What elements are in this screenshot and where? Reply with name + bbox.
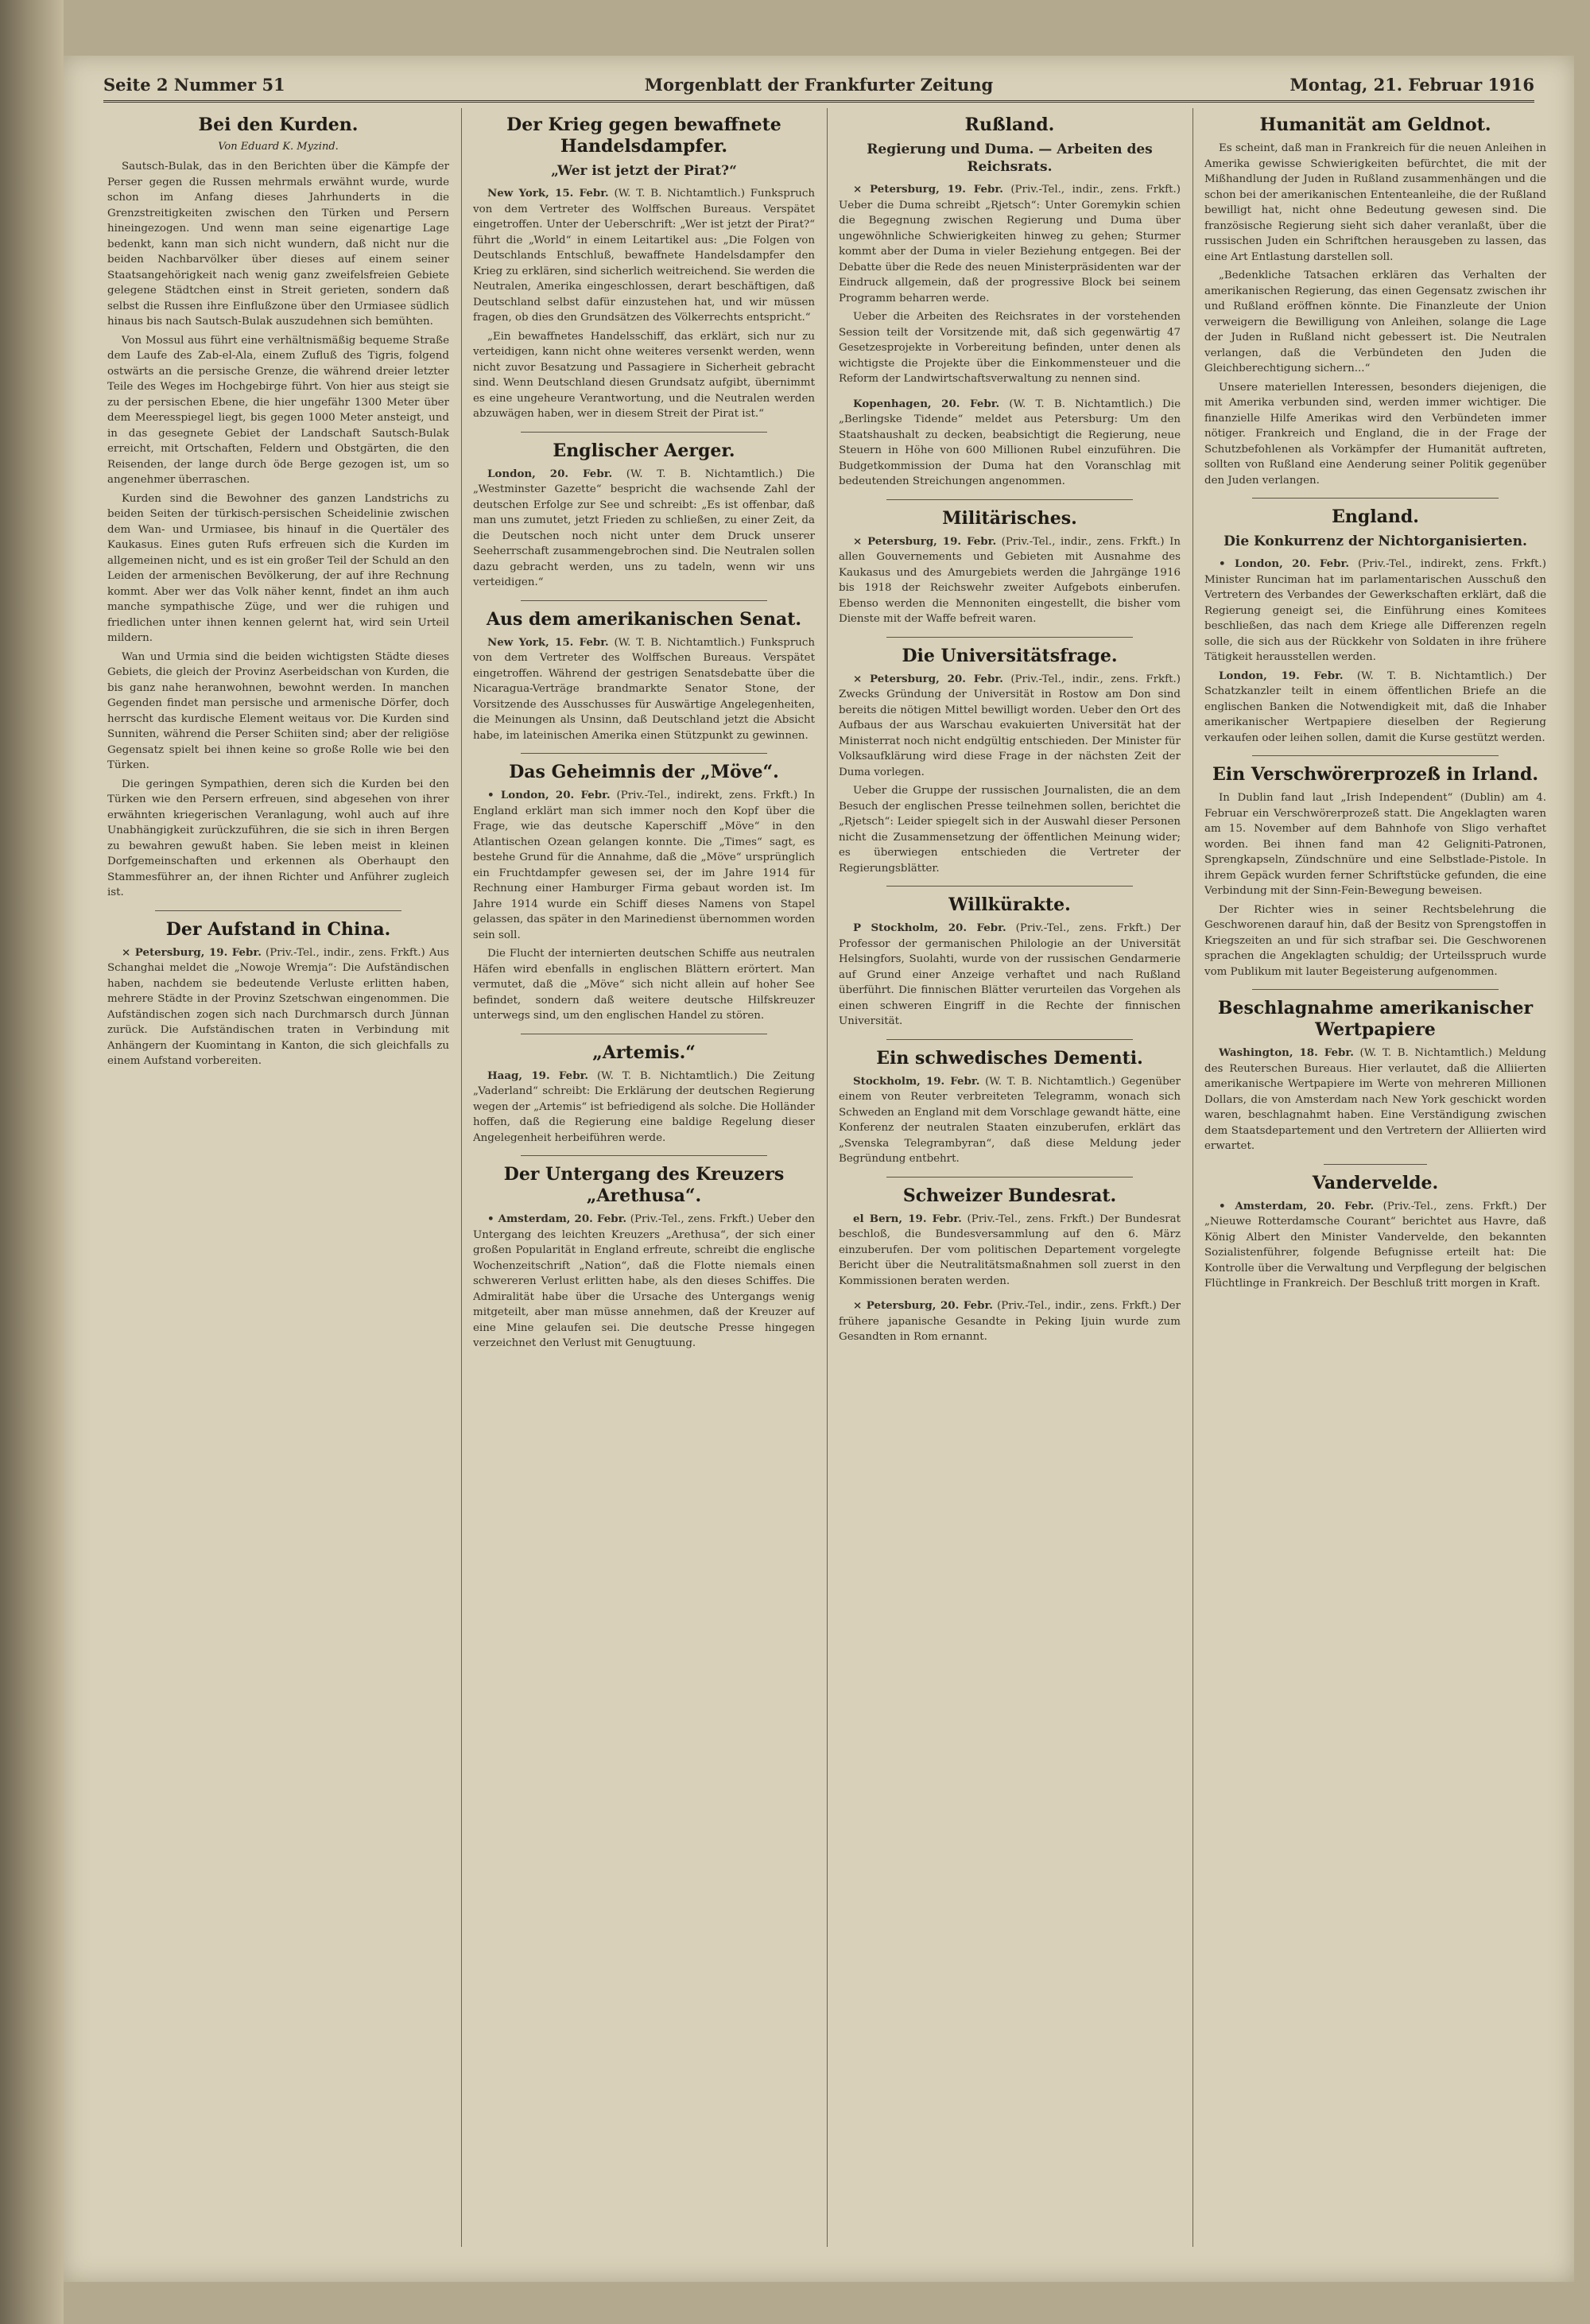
paragraph-text: (W. T. B. Nichtamtlich.) Funkspruch von dem Vertreter des Wolffschen Bureaus. Verspätet eingetroffen. Unter der Ueberschrift: „Wer ist jetzt der Pirat?“ führt die „World“ in einem Leitartikel aus: „Die Folgen von Deutschlands Entschluß, bewaffnete Handelsdampfer den Krieg zu erklären, sind sicherlich weitreichend. Sie werden die Neutralen, Amerika eingeschlossen, derart beschäftigen, daß Deutschland selbst dafür einzustehen hat, und wir müssen fragen, ob dies den Grundsätzen des Völkerrechts entspricht.“ — [473, 188, 815, 324]
article-kopenhagen — [839, 397, 1181, 490]
paragraph-text: (Priv.-Tel., indirekt, zens. Frkft.) Minister Runciman hat im parlamentarischen Ausschuß den Vertretern des Verbandes der Gewerkschaften erklärt, daß die Regierung geneigt sei, die Einführung eines Komitees beschließen, das nach dem Kriege alle Differenzen regeln solle, die sich aus der Rückkehr von Soldaten in ihre frühere Tätigkeit herausstellen werden. — [1204, 558, 1546, 663]
article-china — [107, 919, 449, 1069]
paragraph-text: (W. T. B. Nichtamtlich.) Die „Berlingske Tidende“ meldet aus Petersburg: Um den Staatshaushalt zu decken, beabsichtigt die Regierung, neue Steuern in Höhe von 600 Millionen Rubel einzuführen. Die Budgetkommission der Duma hat den Voranschlag mit bedeutenden Streichungen angenommen. — [839, 398, 1181, 487]
paragraph — [473, 635, 815, 744]
paragraph: Der Richter wies in seiner Rechtsbelehrung die Geschworenen darauf hin, daß der Besitz von Sprengstoffen in Kriegszeiten an und für sich strafbar sei. Die Geschworenen sprachen die Angeklagten schuldig; der Urteilsspruch wurde vom Publikum mit lauter Begeisterung aufgenommen. — [1204, 903, 1546, 978]
article-divider — [155, 910, 401, 911]
headline: Rußland. — [964, 114, 1055, 135]
paragraph-text: (W. T. B. Nichtamtlich.) Gegenüber einem von Reuter verbreiteten Telegramm, wonach sich Schweden an England mit dem Vorschlage gewandt hätte, eine Konferenz der neutralen Staaten einzuberufen, erklärt das „Svenska Telegrambyran“, daß diese Meldung jeder Begründung entbehrt. — [839, 1075, 1181, 1165]
article-divider — [886, 1177, 1133, 1178]
article-divider — [1252, 498, 1499, 499]
book-binding-edge — [0, 0, 64, 2324]
dateline: × Petersburg, 20. Febr. — [853, 1299, 993, 1312]
page-number: Seite 2 Nummer 51 — [103, 75, 285, 95]
paragraph: Es scheint, daß man in Frankreich für die neuen Anleihen in Amerika gewisse Schwierigkeiten befürchtet, die mit der Mißhandlung der Juden in Rußland zusammenhängen und die schon bei der amerikanischen Ententeanleihe, die der Rußland bewilligt hat, nicht ohne Bedeutung gewesen sind. Die französische Regierung sieht sich daher veranlaßt, über die russischen Juden ein Schriftchen herausgeben zu lassen, das eine Art Entlastung darstellen soll. — [1204, 142, 1546, 263]
newspaper-page — [64, 56, 1574, 2282]
article-irland — [1204, 764, 1546, 980]
paragraph-text: (Priv.-Tel., indir., zens. Frkft.) Zwecks Gründung der Universität in Rostow am Don sind bereits die nötigen Mittel bewilligt worden. Ueber den Ort des Aufbaus der aus Warschau evakuierten Universität hat der Ministerrat noch nicht endgültig entschieden. Der Minister für Volksaufklärung wird diese Frage in der nächsten Zeit der Duma vorlegen. — [839, 673, 1181, 778]
article-handelsdampfer — [473, 114, 815, 422]
dateline: New York, 15. Febr. — [487, 635, 609, 649]
headline: Der Untergang des Kreuzers „Arethusa“. — [503, 1164, 785, 1206]
paragraph-text: (Priv.-Tel., zens. Frkft.) Der Bundesrat beschloß, die Bundesversammlung auf den 6. März einzuberufen. Der vom politischen Departement vorgelegte Bericht über die Neutralitätsmaßnahmen soll zuerst in den Kommissionen beraten werden. — [839, 1212, 1181, 1287]
column-rule — [827, 108, 828, 2247]
headline: Beschlagnahme amerikanischer Wertpapiere — [1217, 998, 1534, 1040]
headline: Willkürakte. — [948, 894, 1071, 915]
paragraph: „Bedenkliche Tatsachen erklären das Verhalten der amerikanischen Regierung, das einen Gegensatz zwischen ihr und Rußland eröffnen könnte. Die Finanzleute der Union verweigern die Bewilligung von Anleihen, solange die Lage der Juden in Rußland nicht gebessert ist. Die Neutralen verlangen, daß die Verbündeten den Juden die Gleichberechtigung sichern...“ — [1204, 270, 1546, 374]
paragraph: Ueber die Gruppe der russischen Journalisten, die an dem Besuch der englischen Presse teilnehmen sollen, berichtet die „Rjetsch“: Leider spiegelt sich in der Auswahl dieser Personen nicht die Zusammensetzung der öffentlichen Meinung wider; es überwiegen entschieden die Vertreter der Regierungsblätter. — [839, 785, 1181, 875]
paragraph — [839, 1212, 1181, 1290]
paragraph-text: (W. T. B. Nichtamtlich.) Funkspruch von dem Vertreter des Wolffschen Bureaus. Verspätet eingetroffen. Während der gestrigen Senatsdebatte über die Nicaragua-Verträge brandmarkte Senator Stone, der Vorsitzende des Ausschusses für Auswärtige Angelegenheiten, die Meinungen als Unsinn, daß Deutschland jetzt die Absicht habe, im lateinischen Amerika einen Stützpunkt zu gewinnen. — [473, 636, 815, 742]
article-divider — [1324, 1164, 1427, 1165]
headline: Militärisches. — [942, 507, 1077, 529]
paragraph: Wan und Urmia sind die beiden wichtigsten Städte dieses Gebiets, die gleich der Provinz Aserbeidschan von Kurden, die bis ganz nahe heranwohnen, bewohnt werden. In manchen Gegenden findet man persische und armenische Dörfer, doch herrscht das kurdische Element weitaus vor. Die Kurden sind Sunniten, während die Perser Schiiten sind; aber der religiöse Gegensatz spielt bei ihnen keine so große Rolle wie bei den Türken. — [107, 650, 449, 771]
headline: Humanität am Geldnot. — [1259, 114, 1491, 135]
dateline: × Petersburg, 19. Febr. — [853, 534, 997, 548]
article-russland — [839, 114, 1181, 387]
headline: Englischer Aerger. — [553, 440, 735, 461]
paragraph-text: (Priv.-Tel., indir., zens. Frkft.) Der frühere japanische Gesandte in Peking Ijuin wurde zum Gesandten in Rom ernannt. — [839, 1300, 1181, 1343]
paragraph — [839, 1298, 1181, 1345]
dateline: P Stockholm, 20. Febr. — [853, 921, 1006, 934]
headline: Der Krieg gegen bewaffnete Handelsdampfer. — [506, 114, 781, 157]
article-universitaet — [839, 646, 1181, 877]
article-divider — [521, 600, 767, 601]
paragraph: Die Flucht der internierten deutschen Schiffe aus neutralen Häfen wird ebenfalls in englischen Blättern erörtert. Man vermutet, daß die „Möve“ sich nicht allein auf hoher See befindet, sondern daß weitere deutsche Hilfskreuzer unterwegs sind, um den englischen Handel zu stören. — [473, 948, 815, 1022]
article-moewe — [473, 762, 815, 1024]
column-rule — [461, 108, 462, 2247]
paragraph-text: (Priv.-Tel., zens. Frkft.) Der „Nieuwe Rotterdamsche Courant“ berichtet aus Havre, daß König Albert den Minister Vandervelde, den bekannten Sozialistenführer, folgende Befugnisse erteilt hat: Die Kontrolle über die Verwaltung und Verpflegung der belgischen Flüchtlinge in Frankreich. Der Beschluß tritt morgen in Kraft. — [1204, 1200, 1546, 1290]
headline: Die Universitätsfrage. — [902, 645, 1118, 666]
paragraph: „Ein bewaffnetes Handelsschiff, das erklärt, sich nur zu verteidigen, kann nicht ohne weiteres versenkt werden, wenn nicht zuvor Besatzung und Passagiere in Sicherheit gebracht sind. Wenn Deutschland diesen Grundsatz aufgibt, übernimmt es eine ungeheure Verantwortung, und die Neutralen werden abzuwägen haben, wer in diesem Streit der Pirat ist.“ — [473, 330, 815, 420]
article-divider — [1252, 755, 1499, 756]
article-divider — [886, 886, 1133, 887]
paragraph — [839, 534, 1181, 627]
column-2 — [473, 108, 815, 2255]
paragraph — [839, 182, 1181, 306]
paragraph — [1204, 557, 1546, 665]
column-3 — [839, 108, 1181, 2255]
dateline: Washington, 18. Febr. — [1219, 1046, 1354, 1059]
paragraph-text: (Priv.-Tel., indir., zens. Frkft.) Ueber die Duma schreibt „Rjetsch“: Unter Goremykin schien die Begegnung zwischen Regierung und Duma über ungewöhnliche Schwierigkeiten hinweg zu gehen; Sturmer kommt aber der Duma in vieler Beziehung entgegen. Bei der Debatte über die Rede des neuen Ministerpräsidenten war der Eindruck allgemein, daß der progressive Block bei seinem Programm beharren werde. — [839, 184, 1181, 305]
issue-date: Montag, 21. Februar 1916 — [1289, 75, 1534, 95]
article-divider — [886, 499, 1133, 500]
dateline: • Amsterdam, 20. Febr. — [1219, 1199, 1375, 1212]
dateline: × Petersburg, 19. Febr. — [853, 183, 1003, 196]
paragraph — [1204, 1199, 1546, 1292]
newspaper-title: Morgenblatt der Frankfurter Zeitung — [644, 75, 994, 95]
headline: Schweizer Bundesrat. — [902, 1185, 1117, 1206]
dateline: × Petersburg, 20. Febr. — [853, 672, 1003, 685]
dateline: London, 20. Febr. — [487, 467, 613, 480]
paragraph-text: (Priv.-Tel., indir., zens. Frkft.) In allen Gouvernements und Gebieten mit Ausnahme des Kaukasus und des Amurgebiets werden die Jahrgänge 1916 bis 1918 der Reichswehr zweiter Aufgebots einberufen. Ebenso werden die Mennoniten eingestellt, die bisher vom Dienste mit der Waffe befreit waren. — [839, 535, 1181, 625]
dateline: New York, 15. Febr. — [487, 187, 609, 200]
paragraph — [473, 186, 815, 326]
article-aerger — [473, 440, 815, 591]
paragraph-text: (W. T. B. Nichtamtlich.) Meldung des Reuterschen Bureaus. Hier verlautet, daß die Alliierten amerikanische Wertpapiere im Werte von mehreren Millionen Dollars, die von Amsterdam nach New York geschickt worden waren, beschlagnahmt haben. Eine Verständigung zwischen dem Staatsdepartement und den Vertretern der Alliierten wird erwartet. — [1204, 1047, 1546, 1152]
paragraph: Sautsch-Bulak, das in den Berichten über die Kämpfe der Perser gegen die Russen mehrmals erwähnt wurde, wurde schon im Anfang dieses Jahrhunderts in die Grenzstreitigkeiten zwischen den Türken und Persern hineingezogen. Und wenn man seine eigenartige Lage bedenkt, kann man sich nicht wundern, daß nicht nur die beiden Nachbarvölker über dieses auf einem seiner Staatsangehörigkeit nach wenig ganz zweifelsfreien Gebiete gelegene Städtchen einst in Streit gerieten, sondern daß selbst die Russen ihre Einflußzone über den Urmiasee südlich hinaus bis nach Sautsch-Bulak auszudehnen sich bemühten. — [107, 161, 449, 328]
dateline: • Amsterdam, 20. Febr. — [487, 1212, 627, 1225]
dateline: Stockholm, 19. Febr. — [853, 1074, 980, 1088]
paragraph-text: (W. T. B. Nichtamtlich.) Die Zeitung „Vaderland“ schreibt: Die Erklärung der deutschen Regierung wegen der „Artemis“ ist befriedigend als solche. Die Holländer hoffen, daß die Regierung eine baldige Regelung dieser Angelegenheit herbeiführen werde. — [473, 1069, 815, 1144]
paragraph-text: (Priv.-Tel., indirekt, zens. Frkft.) In England erklärt man sich immer noch den Kopf über die Frage, wie das deutsche Kaperschiff „Möve“ in den Atlantischen Ozean gelangen konnte. Die „Times“ sagt, es bestehe Grund für die Annahme, daß die „Möve“ ursprünglich ein Fruchtdampfer gewesen sei, der im Jahre 1914 für Rechnung einer Hamburger Firma gebaut worden ist. Im Jahre 1914 wurde ein Schiff dieses Namens von Stapel gelassen, das später in den Marinedienst übernommen worden sein soll. — [473, 790, 815, 941]
paragraph — [473, 467, 815, 591]
paragraph-text: (Priv.-Tel., zens. Frkft.) Ueber den Untergang des leichten Kreuzers „Arethusa“, der sich einer großen Popularität in England erfreute, schreibt die englische Wochenzeitschrift „Nation“, daß die Flotte niemals einen schwereren Verlust erlitten habe, als den dieses Schiffes. Die Admiralität habe über die Ursache des Untergangs wenig mitgeteilt, aber man müsse annehmen, daß der Kreuzer auf eine Mine gelaufen sei. Die deutsche Presse hingegen verzeichnet den Verlust mit Genugtuung. — [473, 1213, 815, 1349]
article-england — [1204, 506, 1546, 746]
article-senat — [473, 609, 815, 744]
paragraph: Unsere materiellen Interessen, besonders diejenigen, die mit Amerika verbunden sind, werden immer wichtiger. Die finanzielle Hilfe Amerikas wird den Verbündeten immer nötiger. Frankreich und England, die in der Frage der Schutzbefohlenen als Vorkämpfer der Humanität auftreten, sollten von Rußland eine Aenderung seiner Politik gegenüber den Juden verlangen. — [1204, 381, 1546, 487]
dateline: × Petersburg, 19. Febr. — [122, 945, 262, 959]
article-militaerisches — [839, 508, 1181, 627]
article-willkuer — [839, 894, 1181, 1030]
subheadline: Die Konkurrenz der Nichtorganisierten. — [1224, 533, 1527, 549]
headline: England. — [1332, 506, 1419, 527]
subheadline: Regierung und Duma. — Arbeiten des Reichsrats. — [867, 142, 1153, 175]
paragraph — [473, 788, 815, 943]
dateline: Kopenhagen, 20. Febr. — [853, 397, 1000, 410]
headline: Ein schwedisches Dementi. — [876, 1047, 1143, 1069]
paragraph — [1204, 669, 1546, 747]
article-divider — [886, 637, 1133, 638]
paragraph — [839, 921, 1181, 1030]
article-dementi — [839, 1048, 1181, 1167]
column-rule — [1192, 108, 1193, 2247]
article-arethusa — [473, 1164, 815, 1352]
headline: „Artemis.“ — [592, 1042, 696, 1063]
headline: Ein Verschwörerprozeß in Irland. — [1212, 764, 1539, 785]
headline: Aus dem amerikanischen Senat. — [486, 608, 802, 630]
dateline: el Bern, 19. Febr. — [853, 1212, 962, 1225]
dateline: Haag, 19. Febr. — [487, 1069, 589, 1082]
paragraph: Die geringen Sympathien, deren sich die Kurden bei den Türken wie den Persern erfreuen, sind abgesehen von ihrer erwähnten kriegerischen Veranlagung, wohl auch auf ihre Unabhängigkeit zurückzuführen, die sie sich in ihren Bergen zu bewahren gewußt haben. Sie leben meist in kleinen Dorfgemeinschaften und erkennen als Oberhaupt den Stammesführer an, der ihnen Richter und Anführer zugleich ist. — [107, 778, 449, 898]
article-artemis — [473, 1042, 815, 1146]
article-bundesrat — [839, 1185, 1181, 1290]
dateline: • London, 20. Febr. — [487, 789, 611, 801]
article-divider — [521, 753, 767, 754]
paragraph: Von Mossul aus führt eine verhältnismäßig bequeme Straße dem Laufe des Zab-el-Ala, einem Zufluß des Tigris, folgend ostwärts an die persische Grenze, die während dreier letzter Teile des Weges im Hochgebirge führt. Von hier aus steigt sie zu der persischen Ebene, die hier ungefähr 1300 Meter über dem Meeresspiegel liegt, bis gegen 1000 Meter ansteigt, und in das gesegnete Gebiet der Landschaft Sautsch-Bulak erreicht, mit Ortschaften, Feldern und Obstgärten, die den Reisenden, der lange durch öde Berge gezogen ist, um so angenehmer überraschen. — [107, 334, 449, 486]
paragraph — [839, 672, 1181, 781]
article-divider — [521, 432, 767, 433]
article-divider — [521, 1155, 767, 1156]
paragraph: Kurden sind die Bewohner des ganzen Landstrichs zu beiden Seiten der türkisch-persischen Scheidelinie zwischen dem Wan- und Urmiasee, bis hinauf in die Quertäler des Kaukasus. Eines guten Rufs erfreuen sich die Kurden im allgemeinen nicht, und es ist ein großer Teil der Schuld an den Leiden der armenischen Bevölkerung, der auf ihre Rechnung kommt. Aber wer das Volk näher kennt, findet an ihm auch manche sympathische Züge, und wer die ruhigen und friedlichen unter ihnen kennen gelernt hat, wird sein Urteil mildern. — [107, 492, 449, 644]
article-divider — [886, 1039, 1133, 1040]
byline: Von Eduard K. Myzind. — [218, 141, 339, 153]
paragraph — [473, 1212, 815, 1352]
column-4 — [1204, 108, 1546, 2255]
headline: Bei den Kurden. — [198, 114, 359, 135]
paragraph: Ueber die Arbeiten des Reichsrates in der vorstehenden Session teilt der Vorsitzende mit, daß sich gegenwärtig 47 Gesetzesprojekte in Vorbereitung befinden, unter denen als wichtigste die Projekte über die Einkommensteuer und die Reform der Landwirtschaftsverwaltung zu nennen sind. — [839, 311, 1181, 385]
headline: Das Geheimnis der „Möve“. — [509, 762, 779, 782]
column-1 — [107, 108, 449, 2255]
paragraph — [839, 397, 1181, 490]
paragraph: In Dublin fand laut „Irish Independent“ (Dublin) am 4. Februar ein Verschwörerprozeß statt. Die Angeklagten waren am 15. November auf dem Bahnhofe von Sligo verhaftet worden. Bei ihnen fand man 42 Geligniti-Patronen, Sprengkapseln, Zündschnüre und eine Selbstlade-Pistole. In ihrem Gepäck wurden ferner Schriftstücke gefunden, die eine Verbindung mit der Sinn-Fein-Bewegung beweisen. — [1204, 792, 1546, 897]
dateline: • London, 20. Febr. — [1219, 557, 1349, 570]
article-kurden — [107, 114, 449, 901]
headline: Vandervelde. — [1312, 1172, 1439, 1193]
paragraph — [1204, 1046, 1546, 1154]
paragraph-text: (W. T. B. Nichtamtlich.) Die „Westminster Gazette“ bespricht die wachsende Zahl der deutschen Erfolge zur See und schreibt: „Es ist offenbar, daß man uns zumutet, jetzt Frieden zu schließen, zu einer Zeit, da die Deutschen noch nicht unter dem Druck unserer Seeherrschaft zusammengebrochen sind. Die Neutralen sollen dazu gebracht werden, uns zu tadeln, wenn wir uns verteidigen.“ — [473, 468, 815, 588]
article-vandervelde — [1204, 1173, 1546, 1292]
masthead — [103, 73, 1534, 103]
dateline: London, 19. Febr. — [1219, 669, 1344, 682]
subheadline: „Wer ist jetzt der Pirat?“ — [551, 163, 737, 179]
paragraph-text: (W. T. B. Nichtamtlich.) Der Schatzkanzler teilt in einem öffentlichen Briefe an die englischen Banken die Notwendigkeit mit, daß die Inhaber amerikanischer Wertpapiere dieselben der Regierung verkaufen oder leihen sollen, damit die Kurse gestützt werden. — [1204, 669, 1546, 744]
article-ijuin — [839, 1298, 1181, 1345]
headline: Der Aufstand in China. — [165, 918, 391, 940]
paragraph — [839, 1074, 1181, 1167]
article-humanitaet — [1204, 114, 1546, 488]
article-wertpapiere — [1204, 998, 1546, 1154]
paragraph — [473, 1069, 815, 1146]
paragraph-text: (Priv.-Tel., indir., zens. Frkft.) Aus Schanghai meldet die „Nowoje Wremja“: Die Aufständischen haben, nachdem sie bedeutende Verluste erlitten haben, mehrere Städte in der Provinz Szetschwan eingenommen. Die Aufständischen zogen sich nach Durchmarsch durch Jünnan zurück. Die Aufständischen traten in Verbindung mit Anhängern der Kuomintang in Kanton, die sich gleichfalls zu einem Aufstand vorbereiten. — [107, 946, 449, 1067]
paragraph-text: (Priv.-Tel., zens. Frkft.) Der Professor der germanischen Philologie an der Universität Helsingfors, Suolahti, wurde von der russischen Gendarmerie auf Grund einer Anzeige verhaftet und nach Rußland überführt. Die finnischen Blätter verurteilen das Vorgehen als einen schweren Eingriff in die Rechte der finnischen Universität. — [839, 922, 1181, 1027]
paragraph — [107, 945, 449, 1069]
article-divider — [1252, 989, 1499, 990]
